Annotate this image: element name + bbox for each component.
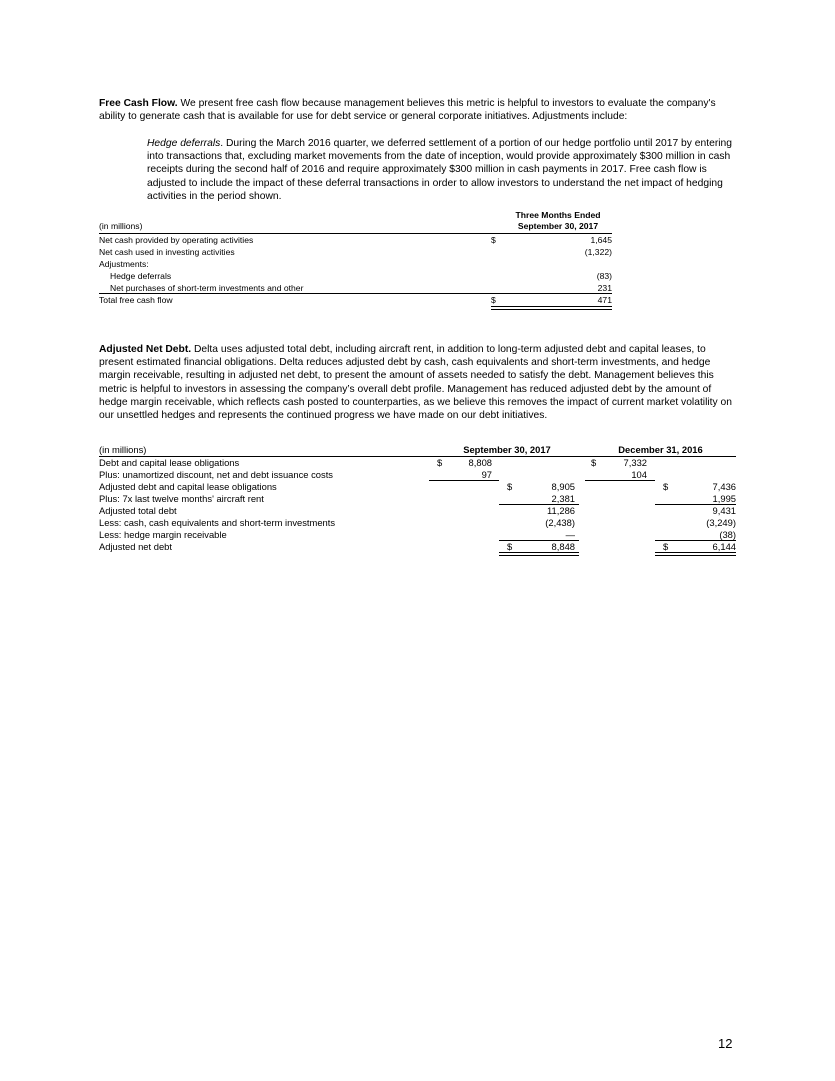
table2-value: 7,436 bbox=[712, 481, 736, 492]
table1-total-label: Total free cash flow bbox=[99, 295, 173, 305]
table2-value: 8,808 bbox=[468, 457, 492, 468]
table1-total-value: 471 bbox=[597, 295, 612, 305]
table2-value: (38) bbox=[719, 529, 736, 540]
hedge-deferrals-paragraph bbox=[147, 137, 739, 203]
table2-value: (3,249) bbox=[706, 517, 736, 528]
table2-dollar: $ bbox=[663, 481, 669, 492]
table1-row-label: Net cash provided by operating activities bbox=[99, 235, 254, 245]
table2-subtotal-rule-b bbox=[585, 480, 655, 481]
table1-row-value: (83) bbox=[596, 271, 612, 281]
hedge-deferrals-lead: Hedge deferrals bbox=[147, 138, 221, 149]
free-cash-flow-paragraph bbox=[99, 97, 739, 123]
table1-row-label: Net cash used in investing activities bbox=[99, 247, 235, 257]
table2-row-label: Less: hedge margin receivable bbox=[99, 529, 227, 540]
adjusted-net-debt-paragraph bbox=[99, 343, 739, 422]
table1-total-dollar: $ bbox=[491, 295, 496, 305]
table1-total-rule bbox=[99, 293, 612, 294]
table2-row-label: Adjusted total debt bbox=[99, 505, 177, 516]
table1-row-value: (1,322) bbox=[584, 247, 612, 257]
page-number: 12 bbox=[718, 1036, 733, 1051]
table2-net-value: 6,144 bbox=[712, 541, 736, 552]
table1-units: (in millions) bbox=[99, 221, 143, 231]
table2-net-value: 8,848 bbox=[551, 541, 575, 552]
table1-row-dollar: $ bbox=[491, 235, 496, 245]
table1-row-value: 1,645 bbox=[590, 235, 612, 245]
table2-row-label: Adjusted debt and capital lease obligations bbox=[99, 481, 277, 492]
table2-row-label: Less: cash, cash equivalents and short-term investments bbox=[99, 517, 336, 528]
adjusted-net-debt-text: Delta uses adjusted total debt, including aircraft rent, in addition to long-term adjusted debt and capital leases, to present estimated financial obligations. Delta reduces adjusted debt by cash, cash equivalents and short-term investments, and hedge margin receivable, resulting in adjusted net debt, to present the amount of assets needed to satisfy the debt. Management believes this metric is helpful to investors in assessing the company’s overall debt profile. Management has reduced adjusted debt by the amount of hedge margin receivable, which reflects cash posted to counterparties, as we believe this removes the impact of current market volatility on our unsettled hedges and represents the continued progress we have made on our debt initiatives. bbox=[99, 344, 732, 422]
table1-row-label: Hedge deferrals bbox=[110, 271, 172, 281]
table2-row-label: Plus: unamortized discount, net and debt issuance costs bbox=[99, 469, 333, 480]
table2-dollar: $ bbox=[437, 457, 443, 468]
table2-col-sep-2017: September 30, 2017 bbox=[463, 444, 551, 455]
table2-value: 8,905 bbox=[551, 481, 575, 492]
table2-value: 2,381 bbox=[551, 493, 575, 504]
table2-col-dec-2016: December 31, 2016 bbox=[618, 444, 703, 455]
table2-net-double-rule-b bbox=[655, 552, 736, 556]
table2-net-double-rule-a bbox=[499, 552, 579, 556]
table2-dollar: $ bbox=[591, 457, 597, 468]
table1-col-header-1: Three Months Ended bbox=[515, 210, 601, 220]
table2-row-label: Debt and capital lease obligations bbox=[99, 457, 240, 468]
table1-total-double-rule bbox=[491, 306, 612, 310]
table2-value: 11,286 bbox=[547, 505, 575, 516]
table2-value: 97 bbox=[481, 469, 492, 480]
table2-value: 7,332 bbox=[623, 457, 647, 468]
table2-value: — bbox=[565, 529, 575, 540]
table1-row-label: Net purchases of short-term investments and other bbox=[110, 283, 304, 293]
table1-header-rule bbox=[99, 233, 612, 234]
table2-value: 9,431 bbox=[712, 505, 736, 516]
table2-net-label: Adjusted net debt bbox=[99, 541, 172, 552]
table2-value: (2,438) bbox=[545, 517, 575, 528]
free-cash-flow-intro: We present free cash flow because management believes this metric is helpful to investors to evaluate the company's ability to generate cash that is available for use for debt service or general corporate initiatives. Adjustments include: bbox=[99, 98, 716, 123]
free-cash-flow-heading: Free Cash Flow. bbox=[99, 98, 178, 109]
table2-subtotal-rule-a bbox=[429, 480, 499, 481]
table2-dollar: $ bbox=[507, 541, 513, 552]
table2-dollar: $ bbox=[663, 541, 669, 552]
table1-row-label: Adjustments: bbox=[99, 259, 149, 269]
table1-col-header-2: September 30, 2017 bbox=[517, 221, 599, 231]
table2-value: 1,995 bbox=[712, 493, 736, 504]
adjusted-net-debt-heading: Adjusted Net Debt. bbox=[99, 344, 192, 355]
hedge-deferrals-text: . During the March 2016 quarter, we deferred settlement of a portion of our hedge portfolio until 2017 by entering into transactions that, excluding market movements from the date of inception, would provide approximately $300 million in cash receipts during the second half of 2016 and require approximately $300 million in cash payments in 2017. Free cash flow is adjusted to include the impact of these deferral transactions in order to allow investors to understand the net impact of hedging activities in the period shown. bbox=[147, 138, 732, 202]
table2-dollar: $ bbox=[507, 481, 513, 492]
table1-row-value: 231 bbox=[597, 283, 612, 293]
table2-units: (in millions) bbox=[99, 444, 147, 455]
table2-value: 104 bbox=[631, 469, 647, 480]
table2-row-label: Plus: 7x last twelve months' aircraft rent bbox=[99, 493, 264, 504]
